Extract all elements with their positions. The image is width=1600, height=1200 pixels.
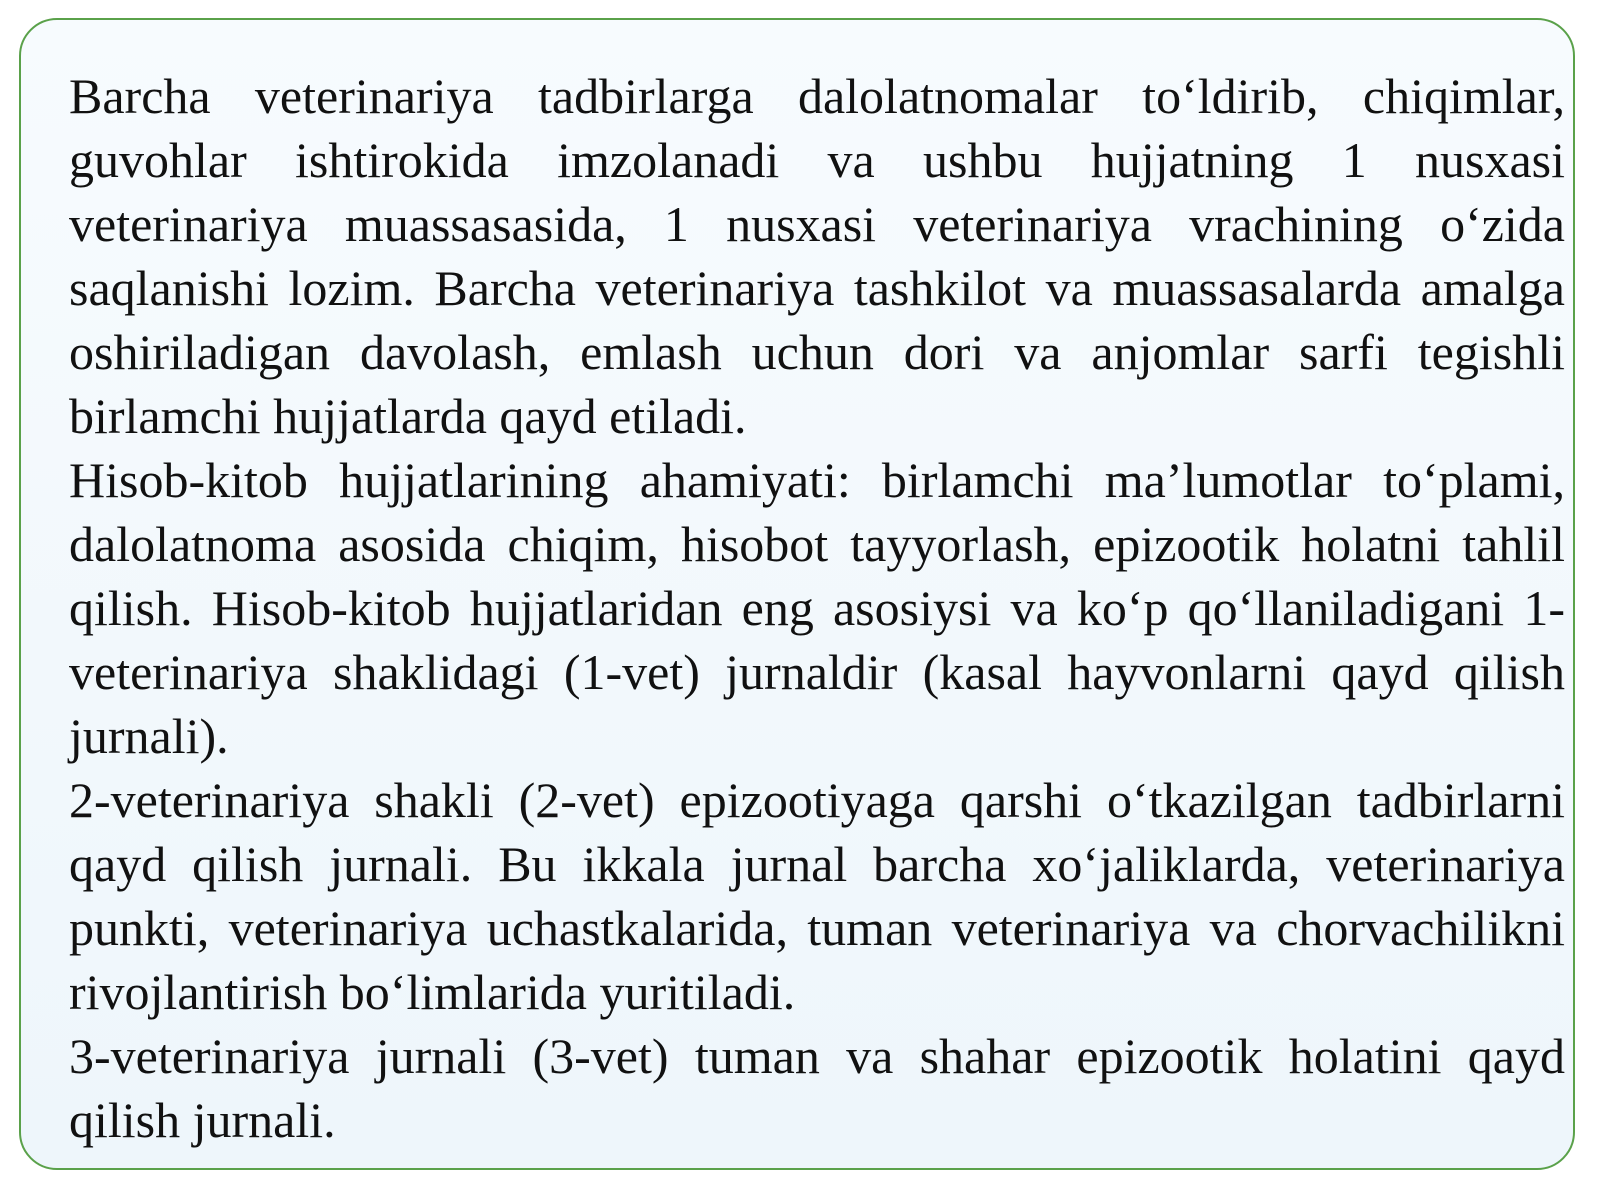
paragraph-2: Hisob-kitob hujjatlarining ahamiyati: birlamchi ma’lumotlar to‘plami, dalolatnoma asosida chiqim, hisobot tayyorlash, epizootik holatni tahlil qilish. Hisob-kitob hujjatlaridan eng asosiysi va ko‘p qo‘llaniladigani 1-veterinariya shaklidagi (1-vet) jurnaldir (kasal hayvonlarni qayd qilish jurnali). — [69, 452, 1565, 764]
paragraph-4: 3-veterinariya jurnali (3-vet) tuman va shahar epizootik holatini qayd qilish jurnali. — [69, 1028, 1565, 1148]
paragraph-3: 2-veterinariya shakli (2-vet) epizootiyaga qarshi o‘tkazilgan tadbirlarni qayd qilish jurnali. Bu ikkala jurnal barcha xo‘jaliklarda, veterinariya punkti, veterinariya uchastkalarida, tuman veterinariya va chorvachilikni rivojlantirish bo‘limlarida yuritiladi. — [69, 772, 1565, 1020]
paragraph-1: Barcha veterinariya tadbirlarga dalolatnomalar to‘ldirib, chiqimlar, guvohlar ishtirokida imzolanadi va ushbu hujjatning 1 nusxasi veterinariya muassasasida, 1 nusxasi veterinariya vrachining o‘zida saqlanishi lozim. Barcha veterinariya tashkilot va muassasalarda amalga oshiriladigan davolash, emlash uchun dori va anjomlar sarfi tegishli birlamchi hujjatlarda qayd etiladi. — [69, 68, 1565, 444]
document-body — [69, 64, 1565, 1152]
text-frame — [19, 18, 1575, 1170]
